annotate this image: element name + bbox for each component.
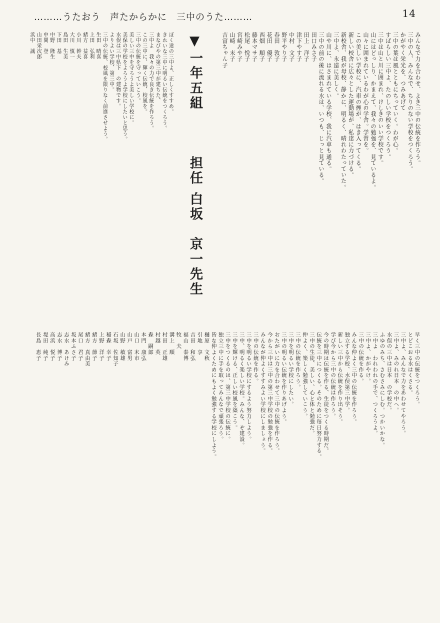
poem-line: 三中をつくるのは、第三中学校の伝統に。 xyxy=(224,332,231,443)
header-title: ………うたおう 声たからかに 三中のうた……… xyxy=(34,13,253,23)
poem-line: 三中の生徒、美しい、心と体と勉強だ。 xyxy=(308,332,315,437)
poem-line: よりよい学校、第三中。 xyxy=(108,32,115,93)
author-name: 吉富ちゃん子 xyxy=(221,32,228,69)
poem-line: この三中に、輝く伝統、校風を。 xyxy=(141,32,148,115)
author-name: 松尾 悦子 xyxy=(243,32,250,63)
author-name: 中間 登 xyxy=(42,32,49,54)
poem-line: 美保の学校をよろうよ学校にしたいと思う。 xyxy=(121,32,128,142)
author-name: 下田 基 xyxy=(55,32,62,54)
poem-line: 三中よ、みんなで力をあわせてやろう。 xyxy=(399,332,406,437)
poem-line: 三中を明るい学校にするよう努力しよう。 xyxy=(245,332,252,443)
author-name: 野平やり子 xyxy=(280,32,287,63)
page-number: 14 xyxy=(402,9,416,20)
poem-line: すばらしい三中よ、たのしい学校をつくろう。 xyxy=(384,32,391,161)
class-label: ▼一年五組 xyxy=(187,34,202,111)
poem-line: 新校舎、我が母校、静かに、明るく、晴れわたっていた。 xyxy=(339,32,346,191)
poem-line: 独立三中に手を取ってみんなで頑張ろう。 xyxy=(217,332,224,443)
author-name: 牧 夫 xyxy=(175,332,182,350)
poem-line: 新しい三中から伝統を作り出そう。 xyxy=(336,332,343,425)
author-name: 引地 享 xyxy=(196,332,203,356)
poem-line: とどこおる水はくさる。 xyxy=(406,332,413,396)
author-name: 花田 優子 xyxy=(265,32,272,63)
poem-line: 三中の葉は風とともにちっていく。わが心。 xyxy=(391,32,398,154)
poem-line: 山にはどっしり、かまえて、我々の勉強を、見ているよ。 xyxy=(369,32,376,191)
poem-line: 三中の伝統を作る。 xyxy=(357,332,364,385)
poem-line: 今の時期は伝統を作る、生徒をつくる時期だ。 xyxy=(322,332,329,454)
poem-line: 三中の人、みんなで、ちりのない学校をつくろう。 xyxy=(406,32,413,173)
poem-line: 早く三中の伝統をつくろう。 xyxy=(414,332,420,408)
poem-line: 三中の伝統を作ろう。 xyxy=(294,332,301,390)
author-name: 藤本マサ子 xyxy=(250,32,257,63)
poem-line: おたがいに力を合わせて三中の伝統を作ろう。 xyxy=(273,332,280,454)
poem-line: 三中よ、永遠に美しく。 xyxy=(332,32,339,100)
poem-line: 三中よ、みのれ日本 の中へ。 xyxy=(392,332,399,414)
poem-line: みんな仲よく三中の伝統を作ろう。 xyxy=(350,332,357,425)
poem-line: 三中を輝ける、正しい校風を築こう。 xyxy=(231,332,238,431)
author-name: 山口 末市 xyxy=(133,332,140,361)
author-name: 緒方 益喜 xyxy=(82,32,89,60)
author-name: 中村 文子 xyxy=(287,32,294,63)
poem-line: 皆な仲よくためにもよく勉強する学校にしよう。 xyxy=(210,332,217,460)
poem-line: みんなで力を合わせ、よき三中の伝統を作ろう。 xyxy=(414,32,420,167)
poem-line: 三中は山と川に囲まれ、けしきのいい学校です。 xyxy=(376,32,383,167)
poem-line: 美しい三中を守ろうよ美しい学校に。 xyxy=(128,32,135,126)
author-name: 小川 幹夫 xyxy=(75,32,82,60)
top-left-block xyxy=(28,32,174,317)
author-name: 稲森 幸子 xyxy=(105,332,112,361)
class-heading xyxy=(178,34,204,314)
author-name: 尾口 君子 xyxy=(77,332,84,361)
author-name: 津下やす子 xyxy=(295,32,302,63)
teacher-role: 担任 xyxy=(187,155,202,186)
author-name: 島田 生美 xyxy=(62,32,69,60)
poem-line: 三中の明るい伝統を作りあげよう。 xyxy=(280,332,287,425)
poem-line: 三中の伝統を守っていこう。 xyxy=(134,32,141,104)
poem-line: まなびやの第三中が建ちた、 xyxy=(154,32,161,104)
poem-list xyxy=(34,332,420,617)
bottom-block xyxy=(28,332,420,617)
poem-line: 三中よ、かがやけ。 xyxy=(364,332,371,385)
page-header xyxy=(28,9,418,25)
author-name: 溝上 順 xyxy=(168,332,175,356)
poem-line: 水俣の三中は日本 の学校だ。 xyxy=(385,332,392,414)
author-name: 生田 晴喜 xyxy=(95,32,102,60)
author-name: 堤田 純子 xyxy=(42,332,49,361)
poem-list xyxy=(29,32,174,317)
poem-line: 三中の前の後に流れる水は、いつも、じっと見ている。 xyxy=(317,32,324,185)
author-name: 長島 恵子 xyxy=(35,332,42,361)
top-right-names xyxy=(204,32,218,317)
author-name: 樋原 文秋 xyxy=(203,332,210,361)
top-right-block xyxy=(216,32,420,317)
author-name: 坂本ふさ子 xyxy=(70,332,77,361)
author-name: 村越 英 xyxy=(154,332,161,356)
author-name: 上田 弘利 xyxy=(88,32,95,60)
author-name: 本門 康弘 xyxy=(140,332,147,361)
poem-line: 学び今から三中の伝統は作ろう。 xyxy=(329,332,336,419)
author-name: 上野 洋子 xyxy=(98,332,105,361)
poem-line: 三中を明るい学校にしたい。 xyxy=(287,332,294,408)
author-name: 石坂 佐知子 xyxy=(112,332,119,367)
author-name: 村田 正雄 xyxy=(161,332,168,361)
poem-line: ぼく達の三中よ、正しくすすめ。 xyxy=(168,32,174,115)
author-name: 森 嗣郎 xyxy=(147,332,154,356)
poem-line: きれいな三中に明るい伝統をつくろう。 xyxy=(161,32,168,131)
teacher-name: 白坂 京一先生 xyxy=(187,192,202,298)
poem-line: みんなが仲よくすすみよい学校にしましょう。 xyxy=(259,332,266,454)
author-name: 緒方 節子 xyxy=(91,332,98,361)
author-name: 山崎 末子 xyxy=(228,32,235,63)
author-name: 緒方 真由美 xyxy=(84,332,91,367)
author-name: 春田 敦子 xyxy=(272,32,279,63)
poem-line: この美しい学校に、汽車の煙が、はき入ってくる。 xyxy=(354,32,361,173)
author-name: 福山 泰博 xyxy=(182,332,189,361)
poem-line: 山や川に、はさまれている学校、我に汽車も通る。 xyxy=(324,32,331,173)
author-name: 田上 洋子 xyxy=(302,32,309,63)
poem-line: ふゆのみち、さむさみにしむ。つかいかな。 xyxy=(378,332,385,448)
poem-line: 今から三中は三中の第三中学校の勉強を作る。 xyxy=(266,332,273,454)
poem-line: 新しい校舎に広々とした運動場が、私達に力づける。 xyxy=(347,32,354,179)
author-name: 宮崎みや子 xyxy=(235,32,242,63)
poem-line: 三中よ われわれの手で、つくろうよ。 xyxy=(371,332,378,437)
author-name: 浜中 誠 xyxy=(29,32,36,54)
poem-line: 仲よく、楽しく勉強していこう。 xyxy=(301,332,308,419)
poem-line: 三中の伝統、校風を限りなく前進させよう。 xyxy=(101,32,108,142)
poem-line: かがやく栄光を、つみあげて xyxy=(399,32,406,112)
author-name: 山戸 富男 xyxy=(126,332,133,361)
author-name: 山野 敏雄 xyxy=(119,332,126,361)
poem-line: 三中よ 我々の力で良き伝統を作ろう。 xyxy=(148,32,155,131)
author-name: 高浜 悦子 xyxy=(49,332,56,361)
poem-list xyxy=(220,32,420,317)
author-name: 山田栄次郎 xyxy=(35,32,42,60)
author-name: 志水 あけみ xyxy=(63,332,70,367)
author-name: 西畑 順子 xyxy=(258,32,265,63)
poem-line: 三中の伝統を作る。 xyxy=(252,332,259,385)
poem-line: 水俣は三中県下 の建物です。 xyxy=(115,32,122,109)
poem-line: 三中、明るく楽しい学校。みんな、ぞ建設。 xyxy=(238,332,245,448)
author-name: 大川 慎一 xyxy=(68,32,75,60)
author-name: 志水 博子 xyxy=(56,332,63,361)
author-name: 田口みさ子 xyxy=(310,32,317,63)
author-name: 吉田 和弘 xyxy=(189,332,196,361)
poem-line: 独立する学校、水俣第三中学。 xyxy=(343,332,350,414)
poem-line: 伝統を三中につくる。そのために毎日努力する。 xyxy=(315,332,322,460)
author-name: 中野 隆生 xyxy=(49,32,56,60)
poem-line: 山々に囲まれているわが心の学舎。学習を。 xyxy=(362,32,369,154)
